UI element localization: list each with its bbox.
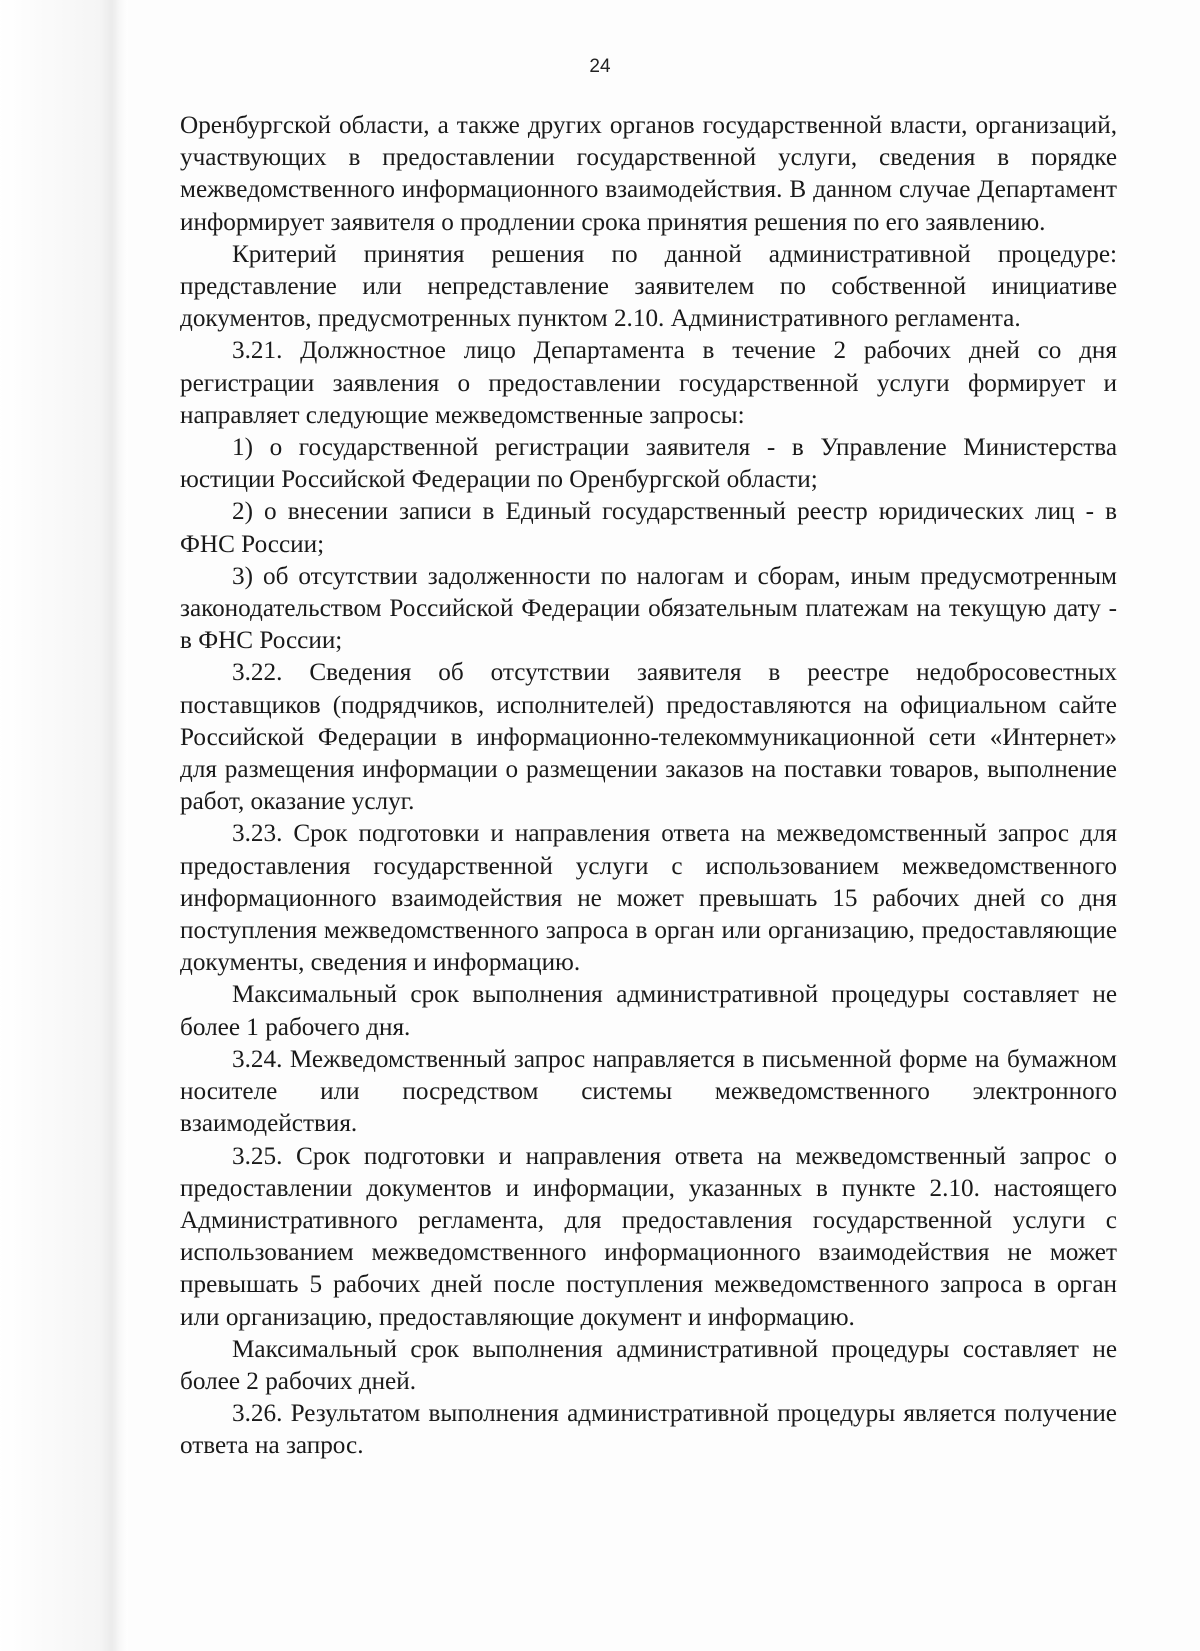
paragraph: 3.26. Результатом выполнения административной процедуры является получение ответа на запрос. <box>180 1400 1117 1460</box>
paragraph: Максимальный срок выполнения административной процедуры составляет не более 1 рабочего дня. <box>180 981 1117 1041</box>
paragraph: 3.23. Срок подготовки и направления ответа на межведомственный запрос для предоставления государственной услуги с использованием межведомственного информационного взаимодействия не может превышать 15 рабочих дней со дня поступления межведомственного запроса в орган или организацию, предоставляющие документы, сведения и информацию. <box>180 820 1117 977</box>
paragraph: 3.22. Сведения об отсутствии заявителя в реестре недобросовестных поставщиков (подрядчиков, исполнителей) предоставляются на официальном сайте Российской Федерации в информационно-телекоммуникационной сети «Интернет» для размещения информации о размещении заказов на поставки товаров, выполнение работ, оказание услуг. <box>180 659 1117 816</box>
scan-edge-shadow <box>0 0 128 1651</box>
document-body <box>180 110 1117 1463</box>
paragraph: Критерий принятия решения по данной административной процедуре: представление или непредставление заявителем по собственной инициативе документов, предусмотренных пунктом 2.10. Административного регламента. <box>180 240 1117 333</box>
paragraph: 3.24. Межведомственный запрос направляется в письменной форме на бумажном носителе или посредством системы межведомственного электронного взаимодействия. <box>180 1045 1117 1138</box>
page-number: 24 <box>589 56 611 77</box>
paragraph: 3.25. Срок подготовки и направления ответа на межведомственный запрос о предоставлении документов и информации, указанных в пункте 2.10. настоящего Административного регламента, для предоставления государственной услуги с использованием межведомственного информационного взаимодействия не может превышать 5 рабочих дней после поступления межведомственного запроса в орган или организацию, предоставляющие документ и информацию. <box>180 1142 1117 1331</box>
paragraph: Максимальный срок выполнения административной процедуры составляет не более 2 рабочих дней. <box>180 1335 1117 1395</box>
list-item: 1) о государственной регистрации заявителя - в Управление Министерства юстиции Российской Федерации по Оренбургской области; <box>180 434 1117 494</box>
list-item: 2) о внесении записи в Единый государственный реестр юридических лиц - в ФНС России; <box>180 498 1117 558</box>
list-item: 3) об отсутствии задолженности по налогам и сборам, иным предусмотренным законодательством Российской Федерации обязательным платежам на текущую дату - в ФНС России; <box>180 562 1117 655</box>
paragraph: Оренбургской области, а также других органов государственной власти, организаций, участвующих в предоставлении государственной услуги, сведения в порядке межведомственного информационного взаимодействия. В данном случае Департамент информирует заявителя о продлении срока принятия решения по его заявлению. <box>180 112 1117 236</box>
paragraph: 3.21. Должностное лицо Департамента в течение 2 рабочих дней со дня регистрации заявления о предоставлении государственной услуги формирует и направляет следующие межведомственные запросы: <box>180 337 1117 429</box>
